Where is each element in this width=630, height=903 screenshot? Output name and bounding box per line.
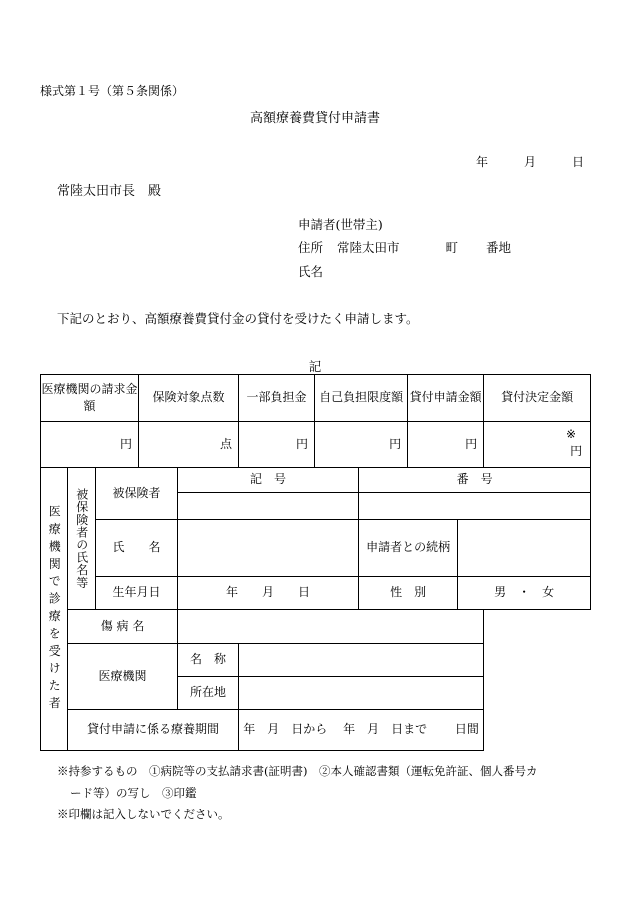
header-loan-request: 貸付申請金額 xyxy=(408,375,484,422)
form-title: 高額療養費貸付申請書 xyxy=(249,111,380,126)
side-label: 医療機関で診療を受けた者 xyxy=(47,504,62,714)
period-value[interactable]: 年 月 日から 年 月 日まで 日間 xyxy=(239,710,484,751)
birth-value[interactable]: 年 月 日 xyxy=(178,577,359,610)
institution-name-row xyxy=(41,644,591,677)
insured-group-label: 被保険者の氏名等 xyxy=(74,488,89,589)
header-partial-payment: 一部負担金 xyxy=(239,375,315,422)
institution-address-label: 所在地 xyxy=(178,677,239,710)
name-row xyxy=(41,520,591,577)
disease-input[interactable] xyxy=(178,610,484,644)
applicant-name-label: 氏名 xyxy=(298,264,324,279)
date-year: 年 xyxy=(475,155,488,169)
relation-input[interactable] xyxy=(458,520,591,577)
loan-decision-unit: 円 xyxy=(570,444,583,459)
side-label-cell xyxy=(41,468,68,751)
applicant-address-line xyxy=(298,238,511,256)
loan-decision-cell xyxy=(484,422,591,468)
date-month: 月 xyxy=(523,155,536,169)
header-loan-decision: 貸付決定金額 xyxy=(484,375,591,422)
name-input[interactable] xyxy=(178,520,359,577)
notes-line-3: ※印欄は記入しないでください。 xyxy=(57,807,230,821)
partial-payment-cell[interactable] xyxy=(239,422,315,468)
notes-line-2: ード等）の写し ③印鑑 xyxy=(70,786,197,800)
institution-address-input[interactable] xyxy=(239,677,484,710)
notes-line-1: ※持参するもの ①病院等の支払請求書(証明書) ②本人確認書類（運転免許証、個人番号カ xyxy=(57,764,538,778)
bango-input[interactable] xyxy=(359,493,591,520)
ki-label: 記 xyxy=(308,359,322,374)
bango-label: 番 号 xyxy=(359,468,591,493)
insured-points-cell[interactable] xyxy=(139,422,239,468)
claim-amount-cell[interactable] xyxy=(41,422,139,468)
recipient: 常陸太田市長 殿 xyxy=(57,184,162,199)
kigo-label: 記 号 xyxy=(178,468,359,493)
disease-row xyxy=(41,610,591,644)
disease-label: 傷 病 名 xyxy=(68,610,178,644)
header-row xyxy=(41,375,591,422)
birth-label: 生年月日 xyxy=(96,577,178,610)
decision-mark: ※ xyxy=(566,427,577,441)
sex-value[interactable]: 男 ・ 女 xyxy=(458,577,591,610)
birth-row xyxy=(41,577,591,610)
institution-name-input[interactable] xyxy=(239,644,484,677)
claim-amount-unit: 円 xyxy=(120,436,133,451)
insured-label: 被保険者 xyxy=(96,468,178,520)
amount-row xyxy=(41,422,591,468)
applicant-role: 申請者(世帯主) xyxy=(298,217,383,232)
institution-name-label: 名 称 xyxy=(178,644,239,677)
date-line xyxy=(476,153,584,170)
insured-group-cell xyxy=(68,468,96,610)
limit-amount-unit: 円 xyxy=(389,436,402,451)
header-limit-amount: 自己負担限度額 xyxy=(315,375,408,422)
date-day: 日 xyxy=(571,155,584,169)
application-table xyxy=(40,374,591,751)
period-label: 貸付申請に係る療養期間 xyxy=(68,710,239,751)
name-label: 氏 名 xyxy=(96,520,178,577)
intro-sentence: 下記のとおり、高額療養費貸付金の貸付を受けたく申請します。 xyxy=(57,311,419,326)
loan-request-cell[interactable] xyxy=(408,422,484,468)
relation-label: 申請者との続柄 xyxy=(359,520,458,577)
applicant-banchi: 番地 xyxy=(486,240,512,255)
kigo-input[interactable] xyxy=(178,493,359,520)
form-number-label: 様式第１号（第５条関係） xyxy=(40,84,185,98)
insured-number-header-row xyxy=(41,468,591,493)
applicant-town: 町 xyxy=(445,240,459,255)
sex-label: 性 別 xyxy=(359,577,458,610)
applicant-city: 常陸太田市 xyxy=(337,240,400,255)
header-insured-points: 保険対象点数 xyxy=(139,375,239,422)
period-row xyxy=(41,710,591,751)
institution-label: 医療機関 xyxy=(68,644,178,710)
applicant-address-label: 住所 xyxy=(298,240,324,255)
insured-points-unit: 点 xyxy=(220,436,233,451)
loan-request-unit: 円 xyxy=(465,436,478,451)
limit-amount-cell[interactable] xyxy=(315,422,408,468)
header-claim-amount: 医療機関の請求金額 xyxy=(41,375,139,422)
partial-payment-unit: 円 xyxy=(296,436,309,451)
